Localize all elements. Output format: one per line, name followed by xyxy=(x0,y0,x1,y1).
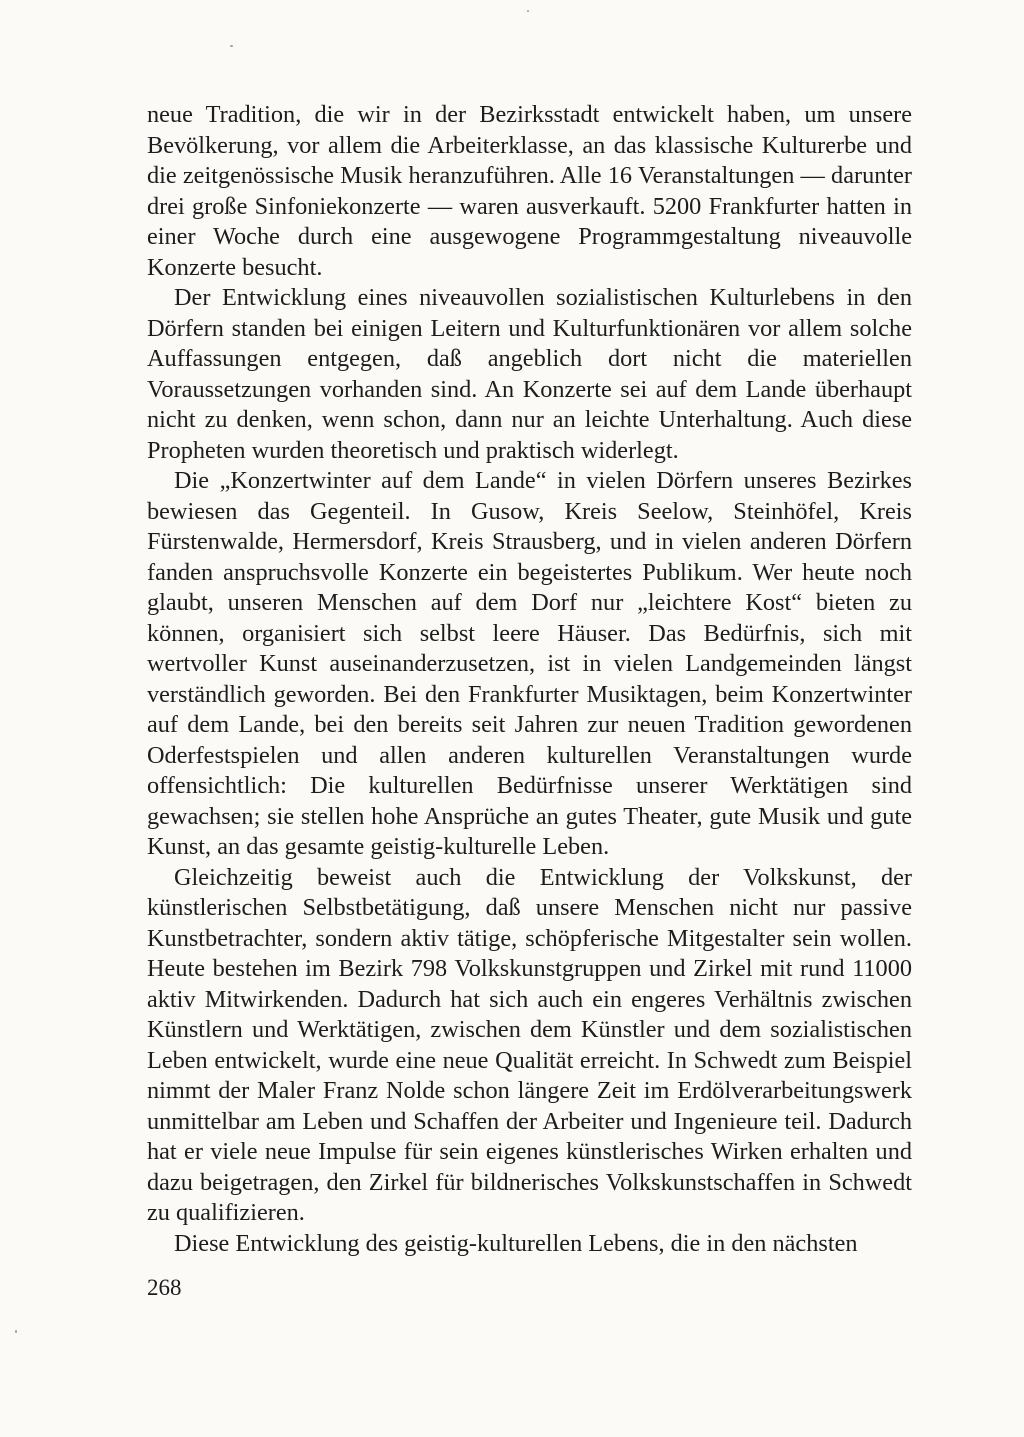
scan-speck xyxy=(527,10,529,12)
paragraph-4: Gleichzeitig beweist auch die Entwicklung der Volkskunst, der künstlerischen Selbstbetätigung, daß unsere Menschen nicht nur passive Kunstbetrachter, sondern aktiv tätige, schöpferische Mitgestalter sein wollen. Heute bestehen im Bezirk 798 Volkskunstgruppen und Zirkel mit rund 11000 aktiv Mitwirkenden. Dadurch hat sich auch ein engeres Verhältnis zwischen Künstlern und Werktätigen, zwischen dem Künstler und dem sozialistischen Leben entwickelt, wurde eine neue Qualität erreicht. In Schwedt zum Beispiel nimmt der Maler Franz Nolde schon längere Zeit im Erdölverarbeitungswerk unmittelbar am Leben und Schaffen der Arbeiter und Ingenieure teil. Dadurch hat er viele neue Impulse für sein eigenes künstlerisches Wirken erhalten und dazu beigetragen, den Zirkel für bildnerisches Volkskunstschaffen in Schwedt zu qualifizieren. xyxy=(147,863,912,1226)
paragraph-5: Diese Entwicklung des geistig-kulturellen Lebens, die in den nächsten xyxy=(174,1229,858,1257)
scan-speck xyxy=(230,45,233,47)
body-text xyxy=(147,100,912,1259)
paragraph-1: neue Tradition, die wir in der Bezirksstadt entwickelt haben, um unsere Bevölkerung, vor allem die Arbeiterklasse, an das klassische Kulturerbe und die zeitgenössische Musik heranzuführen. Alle 16 Veranstaltungen — darunter drei große Sinfoniekonzerte — waren ausverkauft. 5200 Frankfurter hatten in einer Woche durch eine ausgewogene Programmgestaltung niveauvolle Konzerte besucht. xyxy=(147,101,912,281)
paragraph-3: Die „Konzertwinter auf dem Lande“ in vielen Dörfern unseres Bezirkes bewiesen das Gegenteil. In Gusow, Kreis Seelow, Steinhöfel, Kreis Fürstenwalde, Hermersdorf, Kreis Strausberg, und in vielen anderen Dörfern fanden anspruchsvolle Konzerte ein begeistertes Publikum. Wer heute noch glaubt, unseren Menschen auf dem Dorf nur „leichtere Kost“ bieten zu können, organisiert sich selbst leere Häuser. Das Bedürfnis, sich mit wertvoller Kunst auseinanderzusetzen, ist in vielen Landgemeinden längst verständlich geworden. Bei den Frankfurter Musiktagen, beim Konzertwinter auf dem Lande, bei den bereits seit Jahren zur neuen Tradition gewordenen Oderfestspielen und allen anderen kulturellen Veranstaltungen wurde offensichtlich: Die kulturellen Bedürfnisse unserer Werktätigen sind gewachsen; sie stellen hohe Ansprüche an gutes Theater, gute Musik und gute Kunst, an das gesamte geistig-kulturelle Leben. xyxy=(147,467,912,860)
scan-speck xyxy=(15,1330,17,1333)
page-number: 268 xyxy=(147,1275,182,1300)
paragraph-2: Der Entwicklung eines niveauvollen sozialistischen Kulturlebens in den Dörfern standen bei einigen Leitern und Kulturfunktionären vor allem solche Auffassungen entgegen, daß angeblich dort nicht die materiellen Voraussetzungen vorhanden sind. An Konzerte sei auf dem Lande überhaupt nicht zu denken, wenn schon, dann nur an leichte Unterhaltung. Auch diese Propheten wurden theoretisch und praktisch widerlegt. xyxy=(147,284,912,464)
